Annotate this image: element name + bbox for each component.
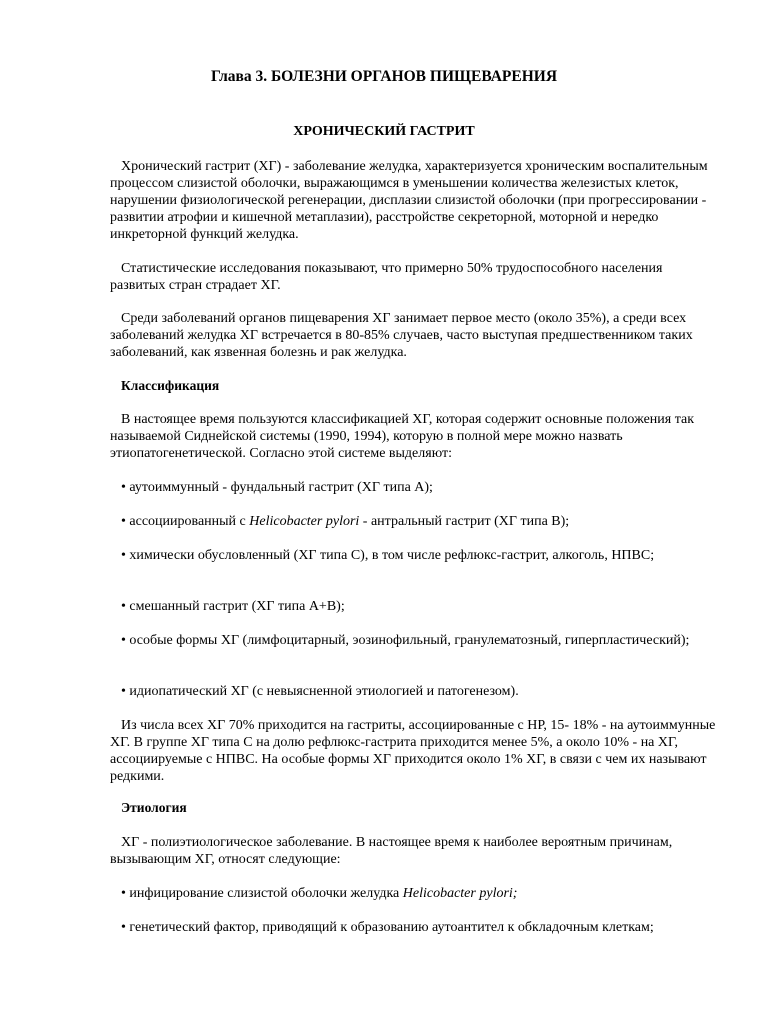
etiology-bullet-2 (110, 919, 720, 936)
bullet-text: • генетический фактор, приводящий к образованию аутоантител к обкладочным клеткам; (121, 920, 654, 935)
bullet-text: • особые формы ХГ (лимфоцитарный, эозинофильный, гранулематозный, гиперпластический); (121, 633, 690, 648)
classification-bullet-3 (110, 547, 720, 564)
classification-bullet-5 (110, 632, 720, 649)
bullet-text: • химически обусловленный (ХГ типа С), в том числе рефлюкс-гастрит, алкоголь, НПВС; (121, 548, 655, 563)
bullet-italic: Helicobacter pylori (249, 514, 360, 529)
intro-paragraph-1: Хронический гастрит (ХГ) - заболевание желудка, характеризуется хроническим воспалительным процессом слизистой оболочки, выражающимся в уменьшении количества железистых клеток, нарушении физиологической регенерации, дисплазии слизистой оболочки (при прогрессировании - развитии атрофии и кишечной метаплазии), расстройстве секреторной, моторной и нередко инкреторной функций желудка. (110, 159, 708, 242)
classification-bullet-6 (110, 683, 720, 700)
bullet-text: • аутоиммунный - фундальный гастрит (ХГ типа А); (121, 480, 433, 495)
bullet-italic: Helicobacter pylori; (402, 886, 518, 901)
bullet-text-after: - антральный гастрит (ХГ типа В); (359, 514, 570, 529)
bullet-text: • инфицирование слизистой оболочки желудка (121, 886, 403, 901)
classification-heading: Классификация (121, 378, 220, 393)
etiology-bullet-1 (110, 885, 720, 902)
bullet-text: • ассоциированный с (121, 514, 250, 529)
classification-bullet-1 (110, 479, 720, 496)
chapter-title: Глава 3. БОЛЕЗНИ ОРГАНОВ ПИЩЕВАРЕНИЯ (210, 68, 558, 85)
etiology-heading: Этиология (121, 800, 187, 815)
classification-bullet-2 (110, 513, 720, 530)
bullet-text: • смешанный гастрит (ХГ типа А+В); (121, 599, 345, 614)
section-title: ХРОНИЧЕСКИЙ ГАСТРИТ (293, 124, 475, 139)
classification-intro: В настоящее время пользуются классификацией ХГ, которая содержит основные положения так называемой Сиднейской системы (1990, 1994), которую в полной мере можно назвать этиопатогенетической. Согласно этой системе выделяют: (110, 412, 695, 461)
intro-paragraph-2: Статистические исследования показывают, что примерно 50% трудоспособного населения развитых стран страдает ХГ. (110, 261, 663, 293)
classification-bullet-4 (110, 598, 720, 615)
bullet-text: • идиопатический ХГ (с невыясненной этиологией и патогенезом). (121, 684, 519, 699)
intro-paragraph-3: Среди заболеваний органов пищеварения ХГ занимает первое место (около 35%), а среди всех заболеваний желудка ХГ встречается в 80-85% случаев, часто выступая предшественником таких заболеваний, как язвенная болезнь и рак желудка. (110, 311, 693, 360)
classification-summary: Из числа всех ХГ 70% приходится на гастриты, ассоциированные с НР, 15- 18% - на аутоиммунные ХГ. В группе ХГ типа С на долю рефлюкс-гастрита приходится менее 5%, а около 10% - на ХГ, ассоциируемые с НПВС. На особые формы ХГ приходится около 1% ХГ, в связи с чем их называют редкими. (110, 718, 716, 784)
etiology-intro: ХГ - полиэтиологическое заболевание. В настоящее время к наиболее вероятным причинам, вызывающим ХГ, относят следующие: (110, 835, 673, 867)
